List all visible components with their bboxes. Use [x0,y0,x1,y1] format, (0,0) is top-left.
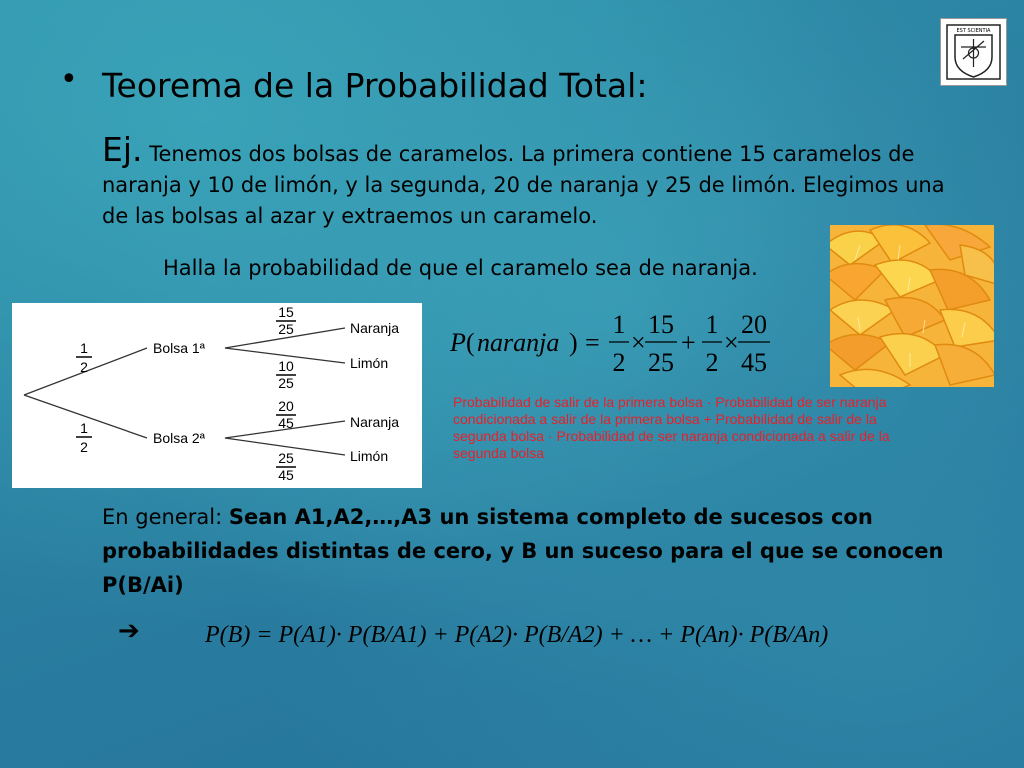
f4-den: 45 [741,348,767,377]
svg-text:): ) [569,328,578,357]
f1-num: 1 [612,310,626,339]
probability-tree [12,303,422,488]
general-bold-text: Sean A1,A2,…,A3 un sistema completo de sucesos con probabilidades distintas de cero, y B un suceso para el que se conocen P(B/Ai) [102,505,944,597]
formula-p: P [450,328,466,357]
b1-naranja-num: 15 [278,304,294,320]
svg-text:(: ( [466,328,475,357]
b1-limon-num: 10 [278,358,294,374]
example-label: Ej. [102,130,143,169]
svg-text:×: × [724,328,739,357]
b2-limon-label: Limón [350,448,389,464]
b1-limon-den: 25 [278,375,294,391]
f3-den: 2 [705,348,719,377]
b2-limon-num: 25 [278,450,294,466]
svg-text:×: × [631,328,646,357]
b1-naranja-label: Naranja [350,320,400,336]
general-lead: En general: [102,505,229,529]
task-text: Halla la probabilidad de que el caramelo sea de naranja. [163,256,758,280]
formula2-text: P(B) = P(A1)· P(B/A1) + P(A2)· P(B/A2) + … + P(An)· P(B/An) [205,622,829,648]
example-paragraph [102,130,962,232]
f1-den: 2 [612,348,626,377]
f4-num: 20 [741,310,767,339]
f2-den: 25 [648,348,674,377]
b2-naranja-num: 20 [278,398,294,414]
p1-numerator: 1 [80,340,88,356]
svg-text:=: = [585,328,600,357]
b2-limon-den: 45 [278,467,294,483]
b2-naranja-den: 45 [278,415,294,431]
formula-explanation: Probabilidad de salir de la primera bolsa · Probabilidad de ser naranja condicionada a salir de la primera bolsa + Probabilidad de salir de la segunda bolsa · Probabilidad de ser naranja condicionada a salir de la segunda bolsa [453,394,890,461]
total-probability-formula [205,610,925,660]
b1-limon-label: Limón [350,355,389,371]
b1-naranja-den: 25 [278,321,294,337]
bullet: • [60,62,78,97]
f3-num: 1 [705,310,719,339]
slide-title: Teorema de la Probabilidad Total: [102,66,648,105]
bolsa1-label: Bolsa 1ª [153,340,205,356]
arrow-icon: ➔ [118,616,140,646]
p2-numerator: 1 [80,420,88,436]
f2-num: 15 [648,310,674,339]
university-logo [940,18,1007,86]
example-text: Tenemos dos bolsas de caramelos. La primera contiene 15 caramelos de naranja y 10 de limón, y la segunda, 20 de naranja y 25 de limón. Elegimos una de las bolsas al azar y extraemos un caramelo. [102,142,945,228]
orange-candies-image [830,225,994,387]
b2-naranja-label: Naranja [350,414,400,430]
logo-caption: EST SCIENTIA [956,28,991,34]
p1-denominator: 2 [80,359,88,375]
formula-arg: naranja [477,328,560,357]
general-statement [102,500,982,602]
svg-text:+: + [681,328,696,357]
bolsa2-label: Bolsa 2ª [153,430,205,446]
naranja-probability-formula [445,305,785,385]
p2-denominator: 2 [80,439,88,455]
